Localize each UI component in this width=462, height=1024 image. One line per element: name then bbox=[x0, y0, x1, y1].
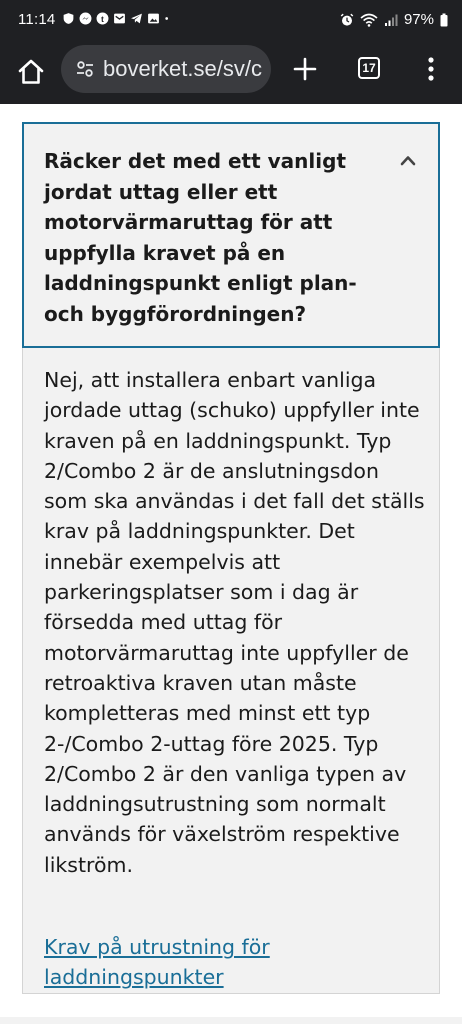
alarm-icon bbox=[340, 13, 354, 27]
battery-icon bbox=[440, 13, 448, 27]
wifi-icon bbox=[360, 13, 378, 27]
svg-text:t: t bbox=[101, 13, 104, 24]
status-bar bbox=[0, 0, 462, 40]
gallery-icon bbox=[147, 12, 160, 25]
status-right bbox=[340, 11, 448, 28]
requirements-link[interactable]: Krav på utrustning för laddningspunkter bbox=[44, 935, 270, 990]
telegram-icon bbox=[130, 12, 143, 25]
faq-accordion-header[interactable] bbox=[22, 122, 440, 348]
tumblr-icon bbox=[96, 12, 109, 25]
notification-icons bbox=[62, 12, 172, 25]
page-footer-strip bbox=[0, 1017, 462, 1024]
tab-count: 17 bbox=[362, 61, 376, 75]
site-settings-icon[interactable] bbox=[75, 59, 95, 79]
shield-icon bbox=[62, 12, 75, 25]
address-bar[interactable] bbox=[61, 45, 271, 93]
faq-answer: Nej, att installera enbart vanliga jordade uttag (schuko) uppfyller inte kraven på en laddningspunkt. Typ 2/Combo 2 är de anslutningsdon som ska användas i det fall det ställs krav på laddningspunkter. Det innebär exempelvis att parkeringsplatser som i dag är försedda med uttag för motorvärmaruttag inte uppfyller de retroaktiva kraven utan måste kompletteras med minst ett typ 2-/Combo 2-uttag före 2025. Typ 2/Combo 2 är den vanliga typen av laddningsutrustning som normalt används för växelström respektive likström. bbox=[44, 368, 425, 877]
more-menu-icon[interactable] bbox=[424, 54, 438, 84]
tab-switcher-button[interactable] bbox=[358, 57, 380, 79]
battery-percent: 97% bbox=[403, 11, 434, 28]
faq-question: Räcker det med ett vanligt jordat uttag eller ett motorvärmaruttag för att uppfylla kravet på en laddningspunkt enligt plan- och byggförordningen? bbox=[44, 149, 357, 326]
mail-icon bbox=[113, 12, 126, 25]
more-notifications-icon bbox=[164, 12, 172, 25]
messenger-icon bbox=[79, 12, 92, 25]
url-text: boverket.se/sv/c bbox=[103, 56, 262, 81]
faq-accordion-panel bbox=[22, 348, 440, 994]
new-tab-icon[interactable] bbox=[290, 54, 320, 84]
browser-toolbar bbox=[0, 40, 462, 104]
status-time: 11:14 bbox=[18, 11, 56, 28]
signal-icon bbox=[384, 13, 398, 27]
home-icon[interactable] bbox=[16, 57, 46, 87]
chevron-up-icon[interactable] bbox=[400, 154, 416, 166]
